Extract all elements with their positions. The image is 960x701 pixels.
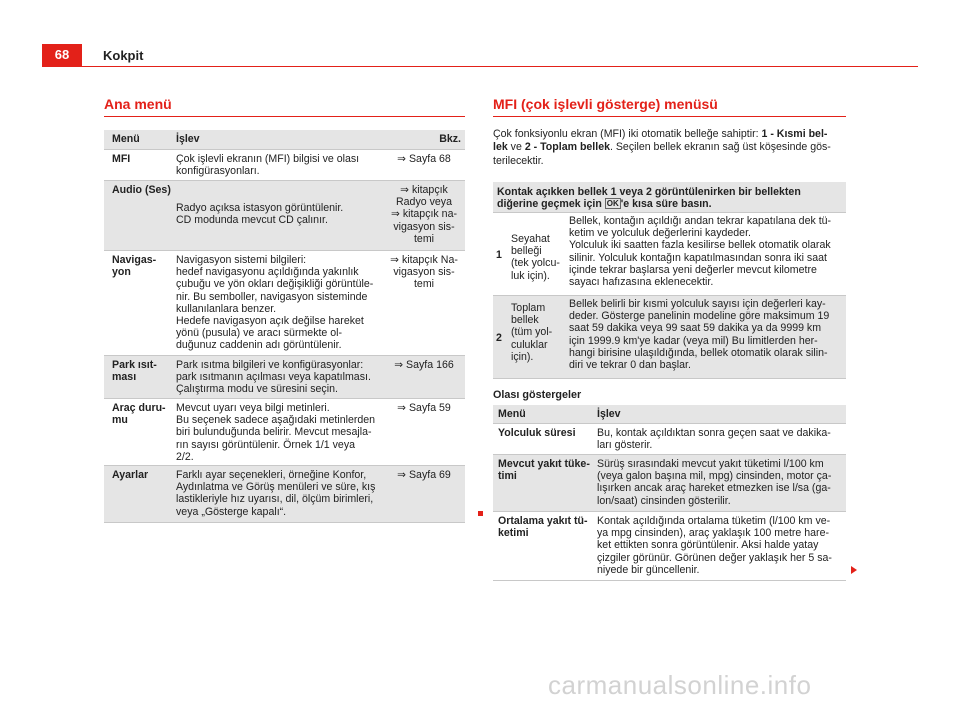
function-line: Park ısıtma bilgileri ve konfigürasyonlar: [176, 359, 364, 371]
function-line: Aydınlatma ve Görüş menüleri ve süre, kış [176, 481, 376, 494]
col-header-menu: Menü [498, 408, 526, 420]
function-line: nir. Bu semboller, navigasyon sisteminde [176, 290, 368, 303]
menu-cell: Mevcut yakıt tüke- [498, 458, 590, 470]
chapter-title: Kokpit [103, 48, 144, 63]
memory-desc-line: saat 59 dakika veya 99 saat 59 dakika ya da 9999 km [569, 322, 822, 335]
table-row [104, 181, 465, 250]
intro-paragraph [493, 128, 843, 168]
memory-name-line: culuklar [511, 338, 548, 351]
ref-link: vigasyon sis- [393, 220, 455, 233]
function-line: biri bulunduğunda belirir. Mevcut mesajla- [176, 426, 372, 439]
menu-cell: ması [112, 371, 137, 384]
menu-cell: ketimi [498, 527, 529, 540]
memory-desc-line: diri ve tekrar 0 dan başlar. [569, 359, 691, 372]
table-header [493, 405, 846, 423]
menu-cell: Araç duru- [112, 402, 166, 414]
memory-table [493, 182, 846, 380]
ok-button-icon: OK [606, 199, 619, 209]
intro-bold: lek [493, 141, 508, 154]
watermark: carmanualsonline.info [548, 670, 812, 700]
ref-link: vigasyon sis- [393, 266, 455, 279]
function-line: Radyo açıksa istasyon görüntülenir. [176, 202, 344, 214]
memory-desc-line: Yolculuk iki saatten fazla kesilirse bellek otomatik olarak [569, 239, 831, 252]
ref-link[interactable]: ⇒ kitapçık na- [391, 208, 457, 221]
function-line: Farklı ayar seçenekleri, örneğine Konfor, [176, 469, 367, 481]
table-header [104, 130, 465, 149]
memory-header-line: Kontak açıkken bellek 1 veya 2 görüntülenirken bir bellekten [497, 186, 801, 198]
ref-link[interactable]: ⇒ Sayfa 68 [397, 153, 451, 165]
left-section-title: Ana menü [104, 96, 172, 112]
menu-cell: Navigas- [112, 254, 157, 266]
function-line: Bu seçenek sadece aşağıdaki metinlerden [176, 414, 376, 427]
function-line: konfigürasyonları. [176, 165, 260, 178]
divider [493, 580, 846, 581]
memory-number: 2 [496, 332, 502, 344]
memory-header-line [497, 198, 801, 210]
function-line: Bu, kontak açıldıktan sonra geçen saat ve dakika- [597, 427, 831, 439]
right-section-title: MFI (çok işlevli gösterge) menüsü [493, 96, 718, 112]
function-line: rın sayısı görüntülenir. Örnek 1/1 veya [176, 438, 356, 451]
function-line: niyede bir güncellenir. [597, 563, 700, 576]
memory-desc-line: silinir. Yolculuk kontağın kapatılmasından sonra iki saat [569, 251, 827, 264]
right-section-rule [493, 116, 846, 117]
memory-desc-line: Bellek, kontağın açıldığı andan tekrar kapatılana dek tü- [569, 215, 832, 227]
intro-text: terilecektir. [493, 154, 544, 167]
ref-link: temi [413, 232, 434, 245]
table-row [104, 251, 465, 355]
function-line: ları gösterir. [597, 439, 653, 452]
ref-link[interactable]: ⇒ Sayfa 166 [394, 359, 454, 371]
function-line: yönü (pusula) ve aracı sürmekte ol- [176, 327, 343, 340]
memory-header-text: 'e kısa süre basın. [620, 198, 712, 211]
function-line: ket ettikten sonra görüntülenir. Aksi halde yatay [597, 539, 819, 552]
ref-link[interactable]: ⇒ kitapçık [400, 184, 448, 196]
memory-header-text: diğerine geçmek için [497, 198, 605, 211]
function-line: Mevcut uyarı veya bilgi metinleri. [176, 402, 330, 414]
menu-cell: Ortalama yakıt tü- [498, 515, 588, 527]
function-line: Kontak açıldığında ortalama tüketim (l/100 km ve- [597, 515, 831, 527]
continue-arrow-icon [851, 566, 857, 574]
table-row [104, 356, 465, 398]
ref-link[interactable]: ⇒ kitapçık Na- [390, 254, 458, 266]
memory-desc-line: içinde tekrar başlarsa yeni değerler mevcut kilometre [569, 263, 817, 276]
menu-cell: Park ısıt- [112, 359, 157, 371]
page-number: 68 [42, 44, 82, 66]
menu-cell: Ayarlar [112, 469, 149, 481]
memory-desc-line: sayacı hafızasına eklenecektir. [569, 276, 714, 289]
function-line: duğunuz caddenin adı görüntülenir. [176, 339, 342, 352]
function-line: Sürüş sırasındaki mevcut yakıt tüketimi l/100 km [597, 458, 824, 470]
function-line: Hedefe navigasyon açık değilse hareket [176, 315, 364, 328]
memory-desc-line: ketim ve yolculuk değerlerini kaydeder. [569, 227, 751, 240]
memory-name-line: için). [511, 350, 534, 363]
function-line: Çok işlevli ekranın (MFI) bilgisi ve olası [176, 153, 360, 165]
menu-cell: Yolculuk süresi [498, 427, 576, 439]
table-row [493, 455, 846, 511]
memory-table-header [493, 182, 846, 212]
memory-name-line: bellek [511, 314, 539, 327]
memory-name-line: belleği [511, 245, 542, 258]
function-line: kullanılanlara benzer. [176, 302, 277, 315]
ref-link[interactable]: ⇒ Sayfa 69 [397, 469, 451, 481]
memory-desc-line: hangi birisine ulaşıldığında, bellek otomatik olarak silin- [569, 346, 828, 359]
ref-link: temi [413, 278, 434, 291]
function-line: lon/saat) cinsinden gösterilir. [597, 494, 731, 507]
col-header-menu: Menü [112, 133, 140, 145]
function-line: çubuğu ve yön okları değişikliği görüntüle- [176, 278, 374, 291]
function-line: veya „Gösterge kapalı“. [176, 505, 287, 518]
ref-link[interactable]: ⇒ Sayfa 59 [397, 402, 451, 414]
menu-cell: Audio (Ses) [112, 184, 171, 196]
col-header-ref: Bkz. [439, 133, 461, 145]
function-line: CD modunda mevcut CD çalınır. [176, 214, 328, 227]
memory-name-line: (tüm yol- [511, 326, 553, 339]
menu-cell: yon [112, 266, 131, 279]
col-header-function: İşlev [597, 408, 621, 420]
function-line: park ısıtmanın açılması veya kapatılması. [176, 371, 371, 384]
function-line: lastikleriyle hız uyarısı, dil, ölçüm birimleri, [176, 493, 374, 506]
memory-name-line: Toplam [511, 302, 546, 314]
header-rule [42, 66, 918, 67]
table-row [493, 512, 846, 580]
ref-link: Radyo veya [396, 196, 452, 209]
intro-bold: 2 - Toplam bellek [524, 141, 610, 154]
memory-row [493, 296, 846, 378]
function-line: çizgiler görünür. Görünen değer yaklaşık her 5 sa- [597, 551, 832, 564]
memory-name-line: (tek yolcu- [511, 257, 560, 270]
memory-name-line: Seyahat [511, 233, 550, 245]
function-line: ya mpg cinsinden), araç yaklaşık 100 metre hare- [597, 527, 829, 540]
table-row [104, 466, 465, 522]
memory-desc-line: deder. Gösterge panelinin modeline göre maksimum 19 [569, 310, 830, 323]
memory-number: 1 [496, 249, 502, 261]
intro-text: ve [507, 141, 525, 154]
divider [104, 522, 465, 523]
table-row [104, 399, 465, 465]
function-line: hedef navigasyonu açıldığında yakınlık [176, 266, 359, 279]
intro-bold: 1 - Kısmi bel- [761, 128, 828, 140]
menu-cell: mu [112, 414, 128, 427]
left-section-rule [104, 116, 465, 117]
memory-desc-line: Bellek belirli bir kısmi yolculuk sayısı için değerleri kay- [569, 298, 826, 310]
function-line: lışırken ancak araç hareket etmezken ise l/sa (ga- [597, 482, 831, 495]
function-line: Çalıştırma modu ve süresini seçin. [176, 383, 338, 396]
section-end-marker [478, 511, 483, 516]
possible-indicators-title: Olası göstergeler [493, 389, 582, 401]
menu-cell: timi [498, 470, 517, 483]
memory-row [493, 213, 846, 295]
function-line: (veya galon başına mil, mpg) cinsinden, motor ça- [597, 470, 832, 483]
main-menu-table [104, 130, 465, 527]
memory-desc-line: için 1999.9 km'ye kadar (veya mil) Bu limitlerden her- [569, 334, 818, 347]
function-line: Navigasyon sistemi bilgileri: [176, 254, 307, 266]
function-line: 2/2. [176, 450, 194, 463]
table-row [104, 150, 465, 180]
intro-text: . Seçilen bellek ekranın sağ üst köşesinde gös- [609, 141, 831, 154]
col-header-function: İşlev [176, 133, 200, 145]
intro-text: Çok fonksiyonlu ekran (MFI) iki otomatik belleğe sahiptir: [493, 128, 762, 140]
menu-cell: MFI [112, 153, 131, 165]
possible-indicators-table [493, 405, 846, 580]
memory-name-line: luk için). [511, 269, 550, 282]
divider [493, 378, 846, 379]
table-row [493, 424, 846, 454]
